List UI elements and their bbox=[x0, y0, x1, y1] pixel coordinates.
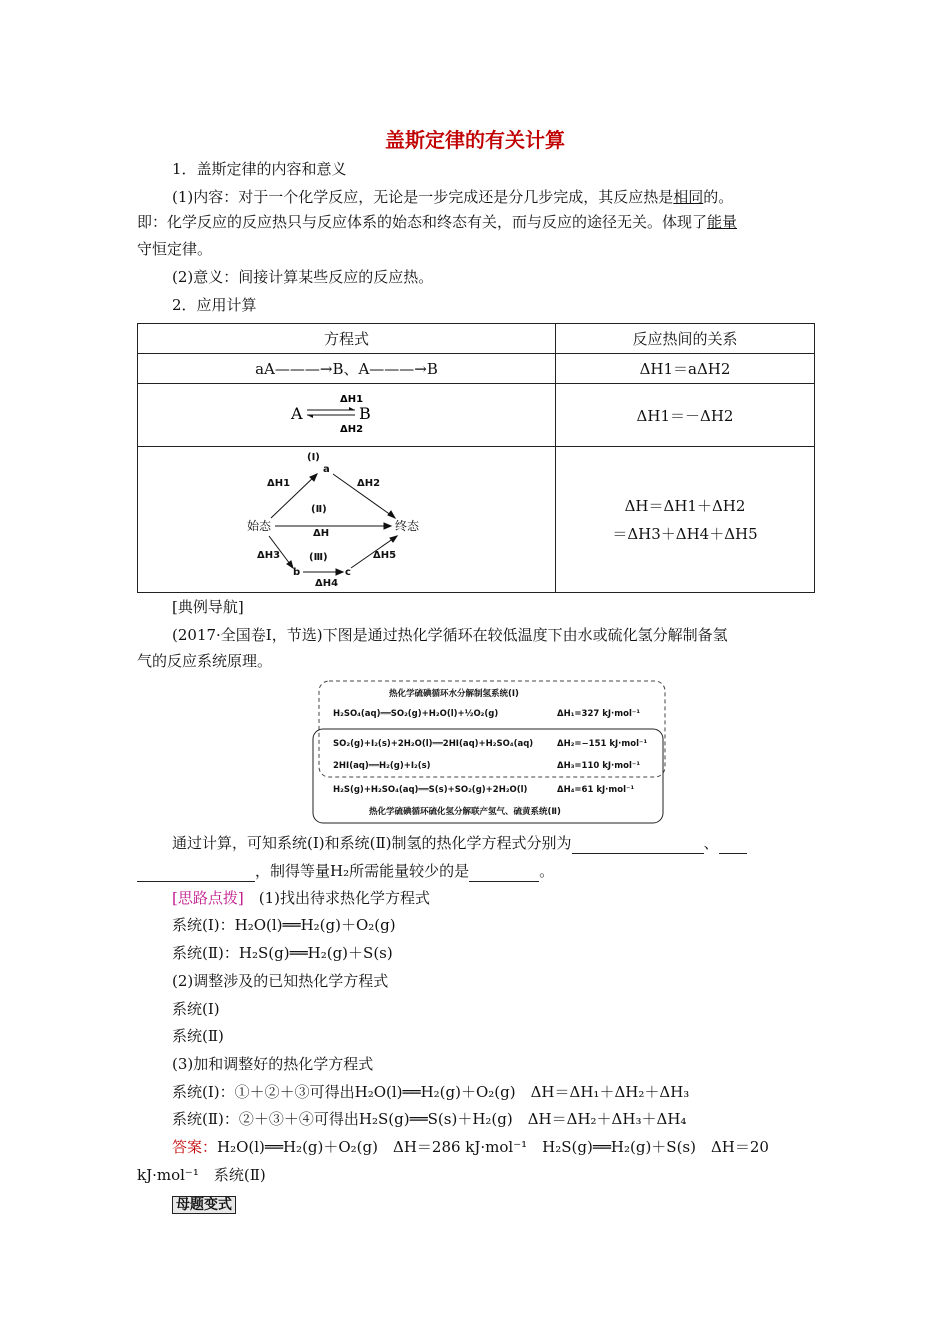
hint-step-2: (2)调整涉及的已知热化学方程式 bbox=[172, 972, 389, 990]
content-line-2: 即：化学反应的反应热只与反应体系的始态和终态有关，而与反应的途径无关。体现了能量 bbox=[137, 213, 738, 231]
page-title: 盖斯定律的有关计算 bbox=[385, 128, 565, 152]
reaction-system-figure bbox=[311, 679, 667, 825]
node-a: a bbox=[322, 463, 330, 475]
answer-line-2: kJ·mol⁻¹ 系统(Ⅱ) bbox=[137, 1166, 266, 1184]
label-dH5: ΔH5 bbox=[372, 549, 396, 561]
label-dH1: ΔH1 bbox=[266, 477, 290, 489]
table-header-equation: 方程式 bbox=[138, 324, 556, 354]
hint-step-3: (3)加和调整好的热化学方程式 bbox=[172, 1055, 374, 1073]
figure-bottom-title: 热化学硫碘循环硫化氢分解联产氢气、硫黄系统(Ⅱ) bbox=[369, 807, 561, 817]
figure-h4: ΔH₄=61 kJ·mol⁻¹ bbox=[557, 785, 635, 795]
node-c: c bbox=[344, 566, 351, 578]
content-line-3: 守恒定律。 bbox=[137, 240, 213, 258]
answer-line-1: 答案：H₂O(l)══H₂(g)＋O₂(g) ΔH＝286 kJ·mol⁻¹ H₂S(g)══H₂(g)＋S(s) ΔH＝20 bbox=[172, 1138, 769, 1156]
hint-step-3-system-1: 系统(Ⅰ)：①＋②＋③可得出H₂O(l)══H₂(g)＋O₂(g) ΔH＝ΔH₁＋ΔH₂＋ΔH₃ bbox=[172, 1083, 690, 1101]
hint-system-1: 系统(Ⅰ)：H₂O(l)══H₂(g)＋O₂(g) bbox=[172, 916, 396, 934]
hint-system-2: 系统(Ⅱ)：H₂S(g)══H₂(g)＋S(s) bbox=[172, 944, 393, 962]
figure-h3: ΔH₃=110 kJ·mol⁻¹ bbox=[557, 761, 641, 771]
example-question-1: (2017·全国卷Ⅰ，节选)下图是通过热化学循环在较低温度下由水或硫化氢分解制备氢 bbox=[172, 626, 728, 644]
content-line-1: (1)内容：对于一个化学反应，无论是一步完成还是分几步完成，其反应热是相同的。 bbox=[172, 188, 734, 206]
label-dH: ΔH bbox=[312, 527, 329, 539]
example-question-2: 气的反应系统原理。 bbox=[137, 652, 273, 670]
meaning-line: (2)意义：间接计算某些反应的反应热。 bbox=[172, 268, 434, 286]
figure-eq4: H₂S(g)+H₂SO₄(aq)══S(s)+SO₂(g)+2H₂O(l) bbox=[333, 785, 528, 795]
node-end: 终态 bbox=[394, 518, 419, 533]
hint-step-2-system-2: 系统(Ⅱ) bbox=[172, 1027, 224, 1045]
figure-frames bbox=[311, 679, 667, 825]
row2-bottom-label: ΔH2 bbox=[339, 424, 363, 435]
reversible-arrow-diagram bbox=[287, 384, 407, 442]
figure-eq2: SO₂(g)+I₂(s)+2H₂O(l)══2HI(aq)+H₂SO₄(aq) bbox=[333, 739, 534, 749]
answer-tag: 答案： bbox=[172, 1138, 218, 1156]
label-dH3: ΔH3 bbox=[256, 549, 280, 561]
row3-relation-2: ＝ΔH3＋ΔH4＋ΔH5 bbox=[612, 524, 758, 543]
hint-line-1: [思路点拨] (1)找出待求热化学方程式 bbox=[172, 889, 430, 907]
label-dH2: ΔH2 bbox=[356, 477, 380, 489]
node-start: 始态 bbox=[246, 518, 271, 533]
path-III-label: (Ⅲ) bbox=[308, 551, 328, 563]
hint-step-3-system-2: 系统(Ⅱ)：②＋③＋④可得出H₂S(g)══S(s)＋H₂(g) ΔH＝ΔH₂＋ΔH₃＋ΔH₄ bbox=[172, 1110, 687, 1128]
figure-top-title: 热化学硫碘循环水分解制氢系统(Ⅰ) bbox=[389, 689, 519, 699]
path-I-label: (Ⅰ) bbox=[306, 451, 320, 463]
path-II-label: (Ⅱ) bbox=[310, 503, 327, 515]
row2-top-label: ΔH1 bbox=[339, 394, 363, 405]
variant-label: 母题变式 bbox=[172, 1193, 236, 1216]
node-b: b bbox=[292, 566, 300, 578]
figure-eq3: 2HI(aq)══H₂(g)+I₂(s) bbox=[333, 761, 431, 771]
question-line-2: ，制得等量H₂所需能量较少的是 。 bbox=[137, 860, 554, 882]
figure-eq1: H₂SO₄(aq)══SO₂(g)+H₂O(l)+½O₂(g) bbox=[333, 709, 499, 719]
section-1-heading: 1．盖斯定律的内容和意义 bbox=[172, 160, 347, 178]
section-2-heading: 2．应用计算 bbox=[172, 296, 257, 314]
hint-tag: [思路点拨] bbox=[172, 889, 244, 907]
row1-equation: aA———→B、A———→B bbox=[138, 354, 556, 384]
hess-cycle-diagram bbox=[247, 448, 447, 588]
hint-step-2-system-1: 系统(Ⅰ) bbox=[172, 1000, 220, 1018]
row3-relation bbox=[556, 447, 815, 593]
row3-relation-1: ΔH＝ΔH1＋ΔH2 bbox=[624, 496, 746, 515]
example-tag: [典例导航] bbox=[172, 598, 244, 616]
label-dH4: ΔH4 bbox=[314, 577, 338, 588]
row2-B: B bbox=[358, 404, 371, 423]
question-line-1: 通过计算，可知系统(Ⅰ)和系统(Ⅱ)制氢的热化学方程式分别为 、 bbox=[172, 832, 747, 854]
table-header-relation: 反应热间的关系 bbox=[556, 324, 815, 354]
relations-table bbox=[137, 323, 815, 593]
row1-relation: ΔH1＝aΔH2 bbox=[556, 354, 815, 384]
figure-h2: ΔH₂=−151 kJ·mol⁻¹ bbox=[557, 739, 648, 749]
row3-diagram-cell bbox=[138, 447, 556, 593]
figure-h1: ΔH₁=327 kJ·mol⁻¹ bbox=[557, 709, 641, 719]
row2-A: A bbox=[290, 404, 303, 423]
row2-relation: ΔH1＝－ΔH2 bbox=[556, 384, 815, 447]
row2-equation bbox=[138, 384, 556, 447]
